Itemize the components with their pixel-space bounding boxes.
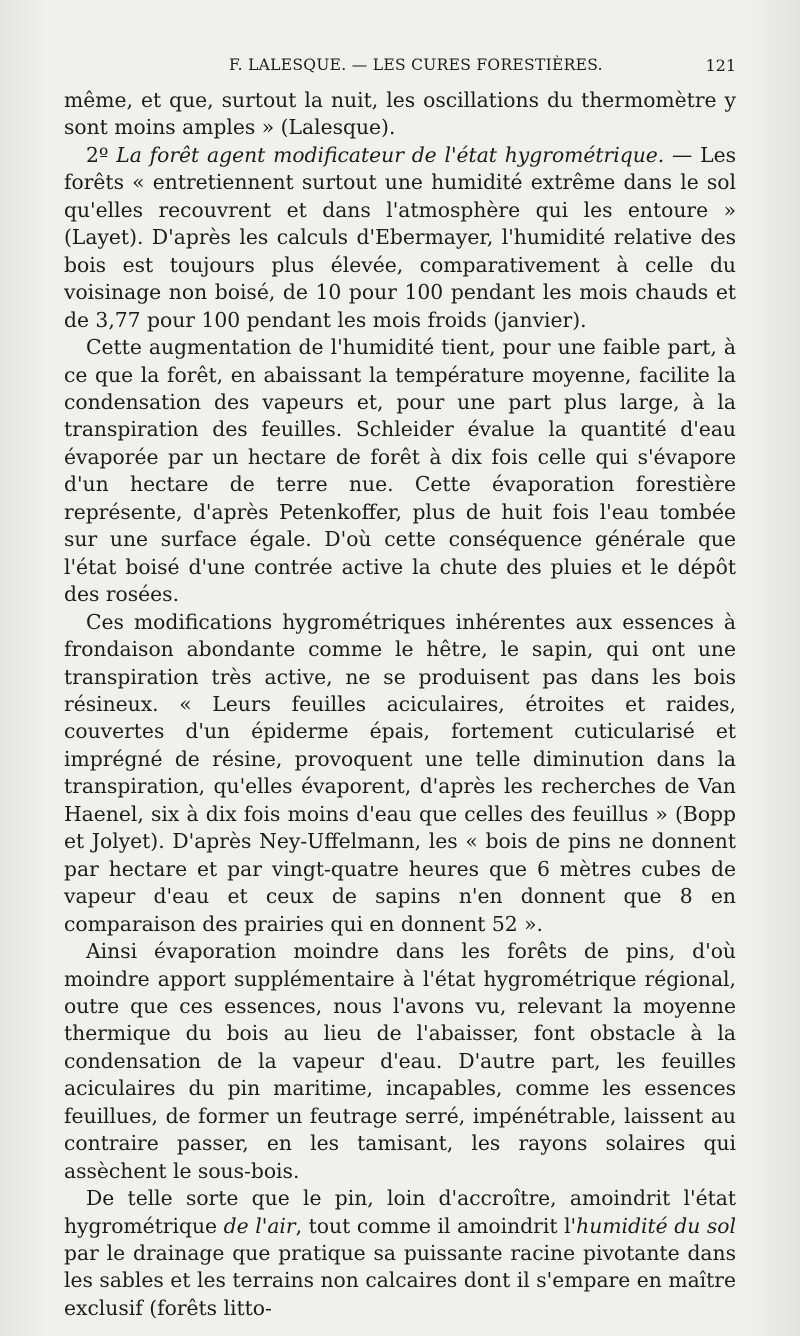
paragraph-4 (64, 609, 736, 938)
paragraph-3 (64, 334, 736, 609)
paragraph-2-text: — Les forêts « entretiennent surtout une humidité extrême dans le sol qu'elles recouvrent et dans l'atmosphère qui les entoure » (Layet). D'après les calculs d'Ebermayer, l'humidité relative des bois est toujours plus élevée, comparativement à celle du voisinage non boisé, de 10 pour 100 pendant les mois chauds et de 3,77 pour 100 pendant les mois froids (janvier). (64, 142, 736, 332)
paragraph-3-text: Cette augmentation de l'humidité tient, pour une faible part, à ce que la forêt, en abaissant la température moyenne, facilite la condensation des vapeurs et, pour une part plus large, à la transpiration des feuilles. Schleider évalue la quantité d'eau évaporée par un hectare de forêt à dix fois celle qui s'évapore d'un hectare de terre nue. Cette évaporation forestière représente, d'après Petenkoffer, plus de huit fois l'eau tombée sur une surface égale. D'où cette conséquence générale que l'état boisé d'une contrée active la chute des pluies et le dépôt des rosées. (64, 335, 736, 607)
paragraph-6-text-before: De telle sorte que le pin, loin d'accroître, amoindrit l'état hygrométrique (64, 1186, 736, 1238)
section-number: 2º (86, 142, 109, 167)
running-head: F. LALESQUE. — LES CURES FORESTIÈRES. (229, 56, 603, 74)
paragraph-5 (64, 938, 736, 1185)
page-header (64, 56, 736, 84)
body-text (64, 87, 736, 1322)
paragraph-1 (64, 87, 736, 142)
paragraph-5-text: Ainsi évaporation moindre dans les forêts de pins, d'où moindre apport supplémentaire à l'état hygrométrique régional, outre que ces essences, nous l'avons vu, relevant la moyenne thermique du bois au lieu de l'abaisser, font obstacle à la condensation de la vapeur d'eau. D'autre part, les feuilles aciculaires du pin maritime, incapables, comme les essences feuillues, de former un feutrage serré, impénétrable, laissent au contraire passer, en les tamisant, les rayons solaires qui assèchent le sous-bois. (64, 939, 736, 1183)
paragraph-4-text: Ces modifications hygrométriques inhérentes aux essences à frondaison abondante comme le hêtre, le sapin, qui ont une transpiration très active, ne se produisent pas dans les bois résineux. « Leurs feuilles aciculaires, étroites et raides, couvertes d'un épiderme épais, fortement cuticularisé et imprégné de résine, provoquent une telle diminution dans la transpiration, qu'elles évaporent, d'après les recherches de Van Haenel, six à dix fois moins d'eau que celles des feuillus » (Bopp et Jolyet). D'après Ney-Uffelmann, les « bois de pins ne donnent par hectare et par vingt-quatre heures que 6 mètres cubes de vapeur d'eau et ceux de sapins n'en donnent que 8 en comparaison des prairies qui en donnent 52 ». (64, 609, 736, 936)
section-title: La forêt agent modificateur de l'état hygrométrique. (116, 142, 665, 167)
paragraph-6-italic-soil: humidité du sol (576, 1213, 736, 1238)
paragraph-2 (64, 142, 736, 334)
paragraph-6-text-after: par le drainage que pratique sa puissante racine pivotante dans les sables et les terrains non calcaires dont il s'empare en maître exclusif (forêts litto- (64, 1241, 736, 1320)
paragraph-6 (64, 1185, 736, 1322)
paragraph-6-text-middle: , tout comme il amoindrit l' (295, 1213, 577, 1238)
paragraph-6-italic-air: de l'air (223, 1213, 296, 1238)
page-number: 121 (705, 56, 736, 75)
paragraph-1-text: même, et que, surtout la nuit, les oscillations du thermomètre y sont moins amples » (Lalesque). (64, 88, 736, 140)
